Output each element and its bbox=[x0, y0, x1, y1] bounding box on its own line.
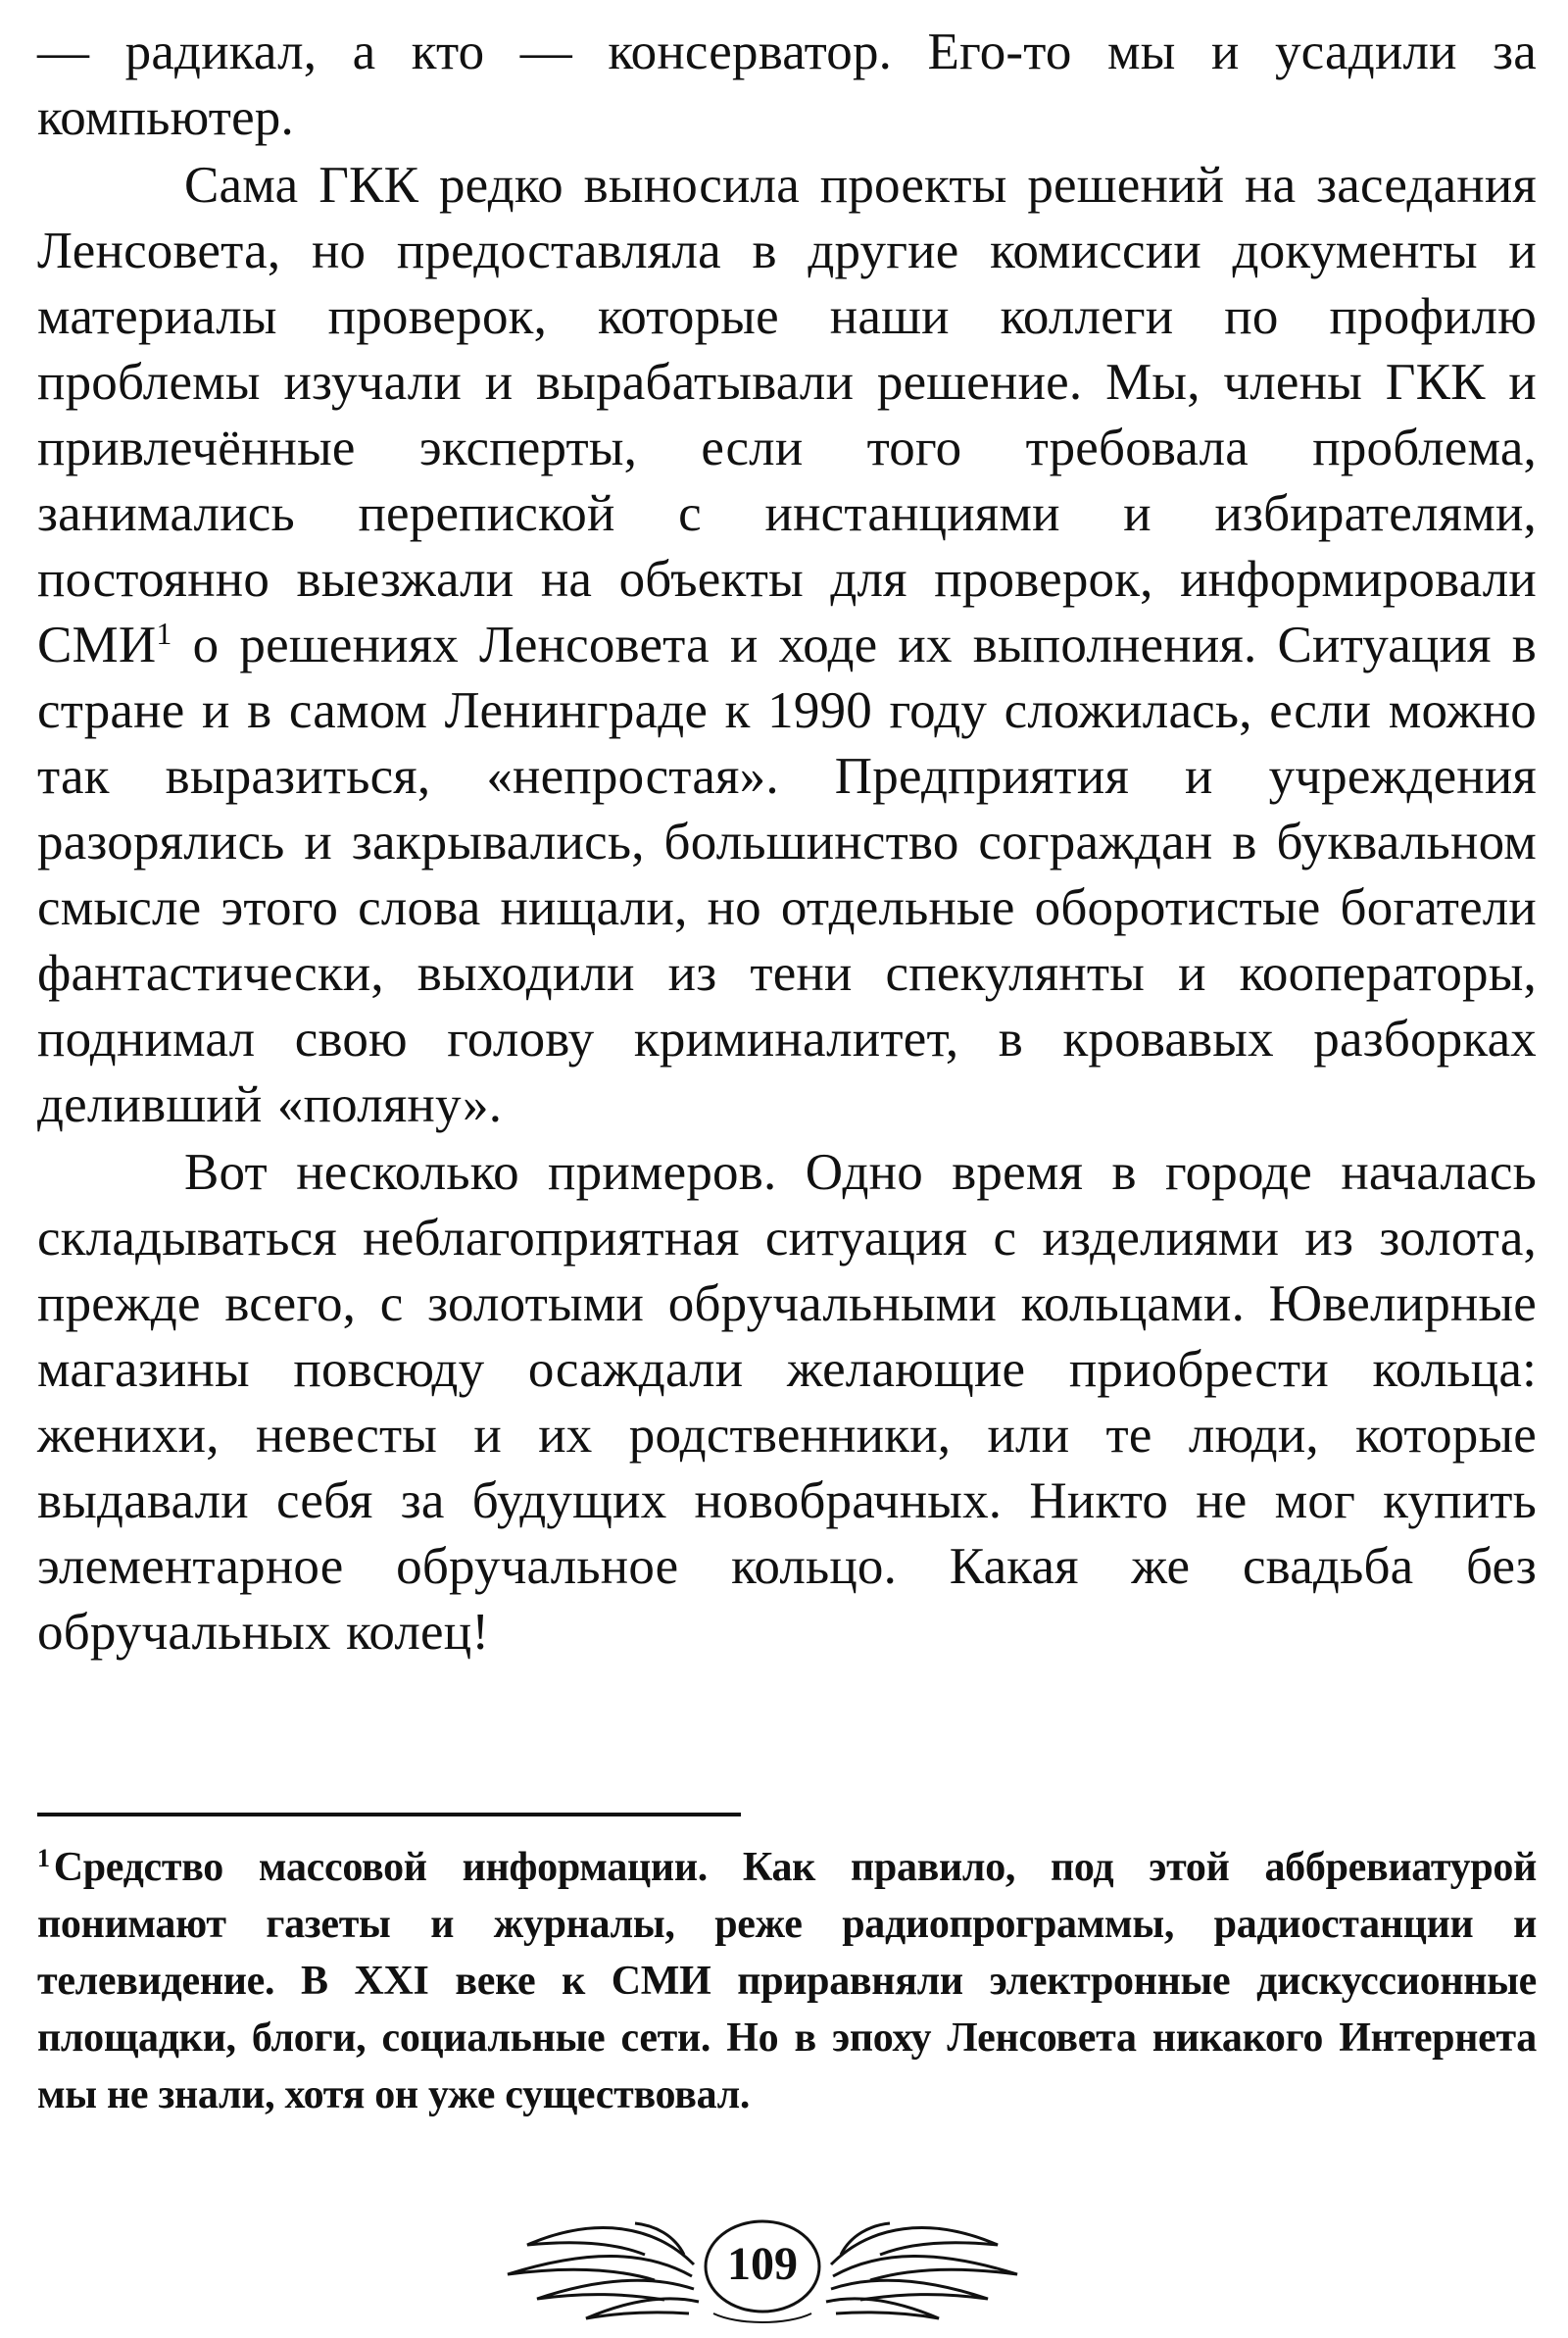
paragraph-continued: — радикал, а кто — консерватор. Его-то мы и усадили за компьютер. bbox=[37, 24, 1537, 146]
book-page bbox=[29, 0, 1539, 2338]
footnote-number: 1 bbox=[37, 1844, 50, 1872]
paragraph-gkk bbox=[37, 153, 1537, 1138]
page-number-ornament bbox=[488, 2196, 1037, 2333]
page-number: 109 bbox=[727, 2238, 798, 2290]
paragraph-gkk-part1: Сама ГКК редко выносила проекты решений на заседания Ленсовета, но предоставляла в другие комиссии документы и материалы проверок, которые наши коллеги по профилю проблемы изучали и вырабатывали решение. Мы, члены ГКК и привлечённые эксперты, если того требовала проблема, занимались перепиской с инстанциями и избирателями, постоянно выезжали на объекты для проверок, информировали СМИ bbox=[37, 157, 1537, 673]
paragraph-gkk-part2: о решениях Ленсовета и ходе их выполнения. Ситуация в стране и в самом Ленинграде к 1990 году сложилась, если можно так выразиться, «непростая». Предприятия и учреждения разорялись и закрывались, большинство сограждан в буквальном смысле этого слова нищали, но отдельные оборотистые богатели фантастически, выходили из тени спекулянты и кооператоры, поднимал свою голову криминалитет, в кровавых разборках деливший «поляну». bbox=[37, 617, 1538, 1133]
paragraph-examples: Вот несколько примеров. Одно время в городе началась складываться неблагоприятная ситуация с изделиями из золота, прежде всего, с золотыми обручальными кольцами. Ювелирные магазины повсюду осаждали желающие приобрести кольца: женихи, невесты и их родственники, или те люди, которые выдавали себя за будущих новобрачных. Никто не мог купить элементарное обручальное кольцо. Какая же свадьба без обручальных колец! bbox=[37, 1144, 1537, 1661]
footnote-divider bbox=[37, 1813, 741, 1816]
footnote-reference[interactable]: 1 bbox=[156, 616, 172, 651]
main-text bbox=[37, 20, 1537, 1666]
footnote bbox=[37, 1839, 1537, 2123]
footnote-text: Средство массовой информации. Как правило, под этой аббревиатурой понимают газеты и журналы, реже радиопрограммы, радиостанции и телевидение. В XXI веке к СМИ приравняли электронные дискуссионные площадки, блоги, социальные сети. Но в эпоху Ленсовета никакого Интернета мы не знали, хотя он уже существовал. bbox=[37, 1845, 1537, 2117]
